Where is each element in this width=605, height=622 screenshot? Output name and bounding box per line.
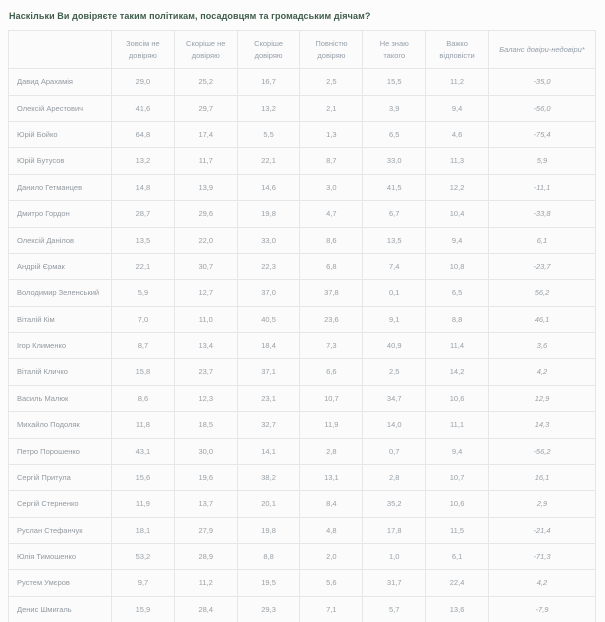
politician-name: Денис Шмигаль (9, 596, 112, 622)
value-cell: 8,8 (426, 306, 489, 332)
value-cell: 5,9 (112, 280, 175, 306)
value-cell: 5,7 (363, 596, 426, 622)
value-cell: 9,7 (112, 570, 175, 596)
value-cell: 3,0 (300, 174, 363, 200)
politician-name: Василь Малюк (9, 385, 112, 411)
politician-name: Олексій Арестович (9, 95, 112, 121)
value-cell: 7,0 (112, 306, 175, 332)
value-cell: 8,6 (300, 227, 363, 253)
politician-name: Віталій Кім (9, 306, 112, 332)
table-row (9, 95, 596, 121)
value-cell: 22,4 (426, 570, 489, 596)
column-header: Зовсім не довіряю (112, 31, 175, 69)
value-cell: 8,7 (300, 148, 363, 174)
column-header: Скоріше не довіряю (174, 31, 237, 69)
table-row (9, 280, 596, 306)
balance-value-cell: 16,1 (489, 464, 596, 490)
politician-name: Юлія Тимошенко (9, 544, 112, 570)
value-cell: 35,2 (363, 491, 426, 517)
value-cell: 25,2 (174, 69, 237, 95)
table-row (9, 69, 596, 95)
politician-name: Сергій Стерненко (9, 491, 112, 517)
table-row (9, 491, 596, 517)
politician-name: Сергій Притула (9, 464, 112, 490)
value-cell: 28,7 (112, 201, 175, 227)
value-cell: 13,2 (112, 148, 175, 174)
value-cell: 11,7 (174, 148, 237, 174)
value-cell: 6,5 (363, 122, 426, 148)
column-header: Скоріше довіряю (237, 31, 300, 69)
balance-value-cell: 56,2 (489, 280, 596, 306)
balance-value-cell: 6,1 (489, 227, 596, 253)
value-cell: 17,8 (363, 517, 426, 543)
table-row (9, 201, 596, 227)
politician-name: Давид Арахамія (9, 69, 112, 95)
value-cell: 30,7 (174, 253, 237, 279)
table-row (9, 544, 596, 570)
value-cell: 6,5 (426, 280, 489, 306)
value-cell: 33,0 (363, 148, 426, 174)
value-cell: 12,2 (426, 174, 489, 200)
value-cell: 10,7 (426, 464, 489, 490)
value-cell: 23,7 (174, 359, 237, 385)
politician-name: Віталій Кличко (9, 359, 112, 385)
politician-name: Юрій Бутусов (9, 148, 112, 174)
value-cell: 6,7 (363, 201, 426, 227)
politician-name: Дмитро Гордон (9, 201, 112, 227)
table-row (9, 412, 596, 438)
value-cell: 19,6 (174, 464, 237, 490)
value-cell: 8,8 (237, 544, 300, 570)
table-row (9, 385, 596, 411)
value-cell: 6,1 (426, 544, 489, 570)
value-cell: 34,7 (363, 385, 426, 411)
value-cell: 32,7 (237, 412, 300, 438)
value-cell: 33,0 (237, 227, 300, 253)
value-cell: 14,2 (426, 359, 489, 385)
balance-value-cell: -33,8 (489, 201, 596, 227)
value-cell: 8,6 (112, 385, 175, 411)
value-cell: 3,9 (363, 95, 426, 121)
value-cell: 29,3 (237, 596, 300, 622)
politician-name: Рустем Умєров (9, 570, 112, 596)
balance-value-cell: 4,2 (489, 570, 596, 596)
politician-name: Михайло Подоляк (9, 412, 112, 438)
balance-value-cell: -71,3 (489, 544, 596, 570)
value-cell: 13,2 (237, 95, 300, 121)
value-cell: 10,6 (426, 491, 489, 517)
table-row (9, 359, 596, 385)
table-row (9, 464, 596, 490)
value-cell: 7,4 (363, 253, 426, 279)
table-row (9, 174, 596, 200)
value-cell: 6,6 (300, 359, 363, 385)
value-cell: 1,0 (363, 544, 426, 570)
politician-name: Петро Порошенко (9, 438, 112, 464)
value-cell: 23,6 (300, 306, 363, 332)
table-row (9, 596, 596, 622)
balance-value-cell: -75,4 (489, 122, 596, 148)
value-cell: 11,8 (112, 412, 175, 438)
value-cell: 23,1 (237, 385, 300, 411)
value-cell: 29,7 (174, 95, 237, 121)
value-cell: 11,0 (174, 306, 237, 332)
politician-name: Юрій Бойко (9, 122, 112, 148)
balance-value-cell: 2,9 (489, 491, 596, 517)
value-cell: 4,8 (300, 517, 363, 543)
trust-table (8, 30, 596, 622)
table-row (9, 306, 596, 332)
value-cell: 10,7 (300, 385, 363, 411)
balance-value-cell: 3,6 (489, 333, 596, 359)
value-cell: 14,1 (237, 438, 300, 464)
value-cell: 11,4 (426, 333, 489, 359)
value-cell: 13,6 (426, 596, 489, 622)
table-row (9, 148, 596, 174)
value-cell: 43,1 (112, 438, 175, 464)
column-header: Не знаю такого (363, 31, 426, 69)
value-cell: 2,8 (300, 438, 363, 464)
value-cell: 2,8 (363, 464, 426, 490)
balance-value-cell: 5,9 (489, 148, 596, 174)
value-cell: 41,6 (112, 95, 175, 121)
value-cell: 10,4 (426, 201, 489, 227)
value-cell: 9,4 (426, 227, 489, 253)
value-cell: 22,3 (237, 253, 300, 279)
header-row (9, 31, 596, 69)
balance-value-cell: -35,0 (489, 69, 596, 95)
balance-value-cell: -11,1 (489, 174, 596, 200)
column-header: Важко відповісти (426, 31, 489, 69)
value-cell: 2,1 (300, 95, 363, 121)
value-cell: 27,9 (174, 517, 237, 543)
value-cell: 13,1 (300, 464, 363, 490)
value-cell: 19,8 (237, 517, 300, 543)
value-cell: 5,5 (237, 122, 300, 148)
value-cell: 13,5 (112, 227, 175, 253)
value-cell: 12,7 (174, 280, 237, 306)
value-cell: 17,4 (174, 122, 237, 148)
value-cell: 37,1 (237, 359, 300, 385)
value-cell: 2,5 (300, 69, 363, 95)
table-body (9, 69, 596, 622)
value-cell: 15,9 (112, 596, 175, 622)
value-cell: 9,4 (426, 95, 489, 121)
balance-value-cell: 46,1 (489, 306, 596, 332)
value-cell: 20,1 (237, 491, 300, 517)
value-cell: 19,5 (237, 570, 300, 596)
value-cell: 11,2 (174, 570, 237, 596)
table-header (9, 31, 596, 69)
value-cell: 14,8 (112, 174, 175, 200)
table-row (9, 570, 596, 596)
value-cell: 28,9 (174, 544, 237, 570)
value-cell: 7,3 (300, 333, 363, 359)
value-cell: 13,7 (174, 491, 237, 517)
value-cell: 37,0 (237, 280, 300, 306)
value-cell: 14,0 (363, 412, 426, 438)
value-cell: 18,4 (237, 333, 300, 359)
value-cell: 64,8 (112, 122, 175, 148)
value-cell: 8,7 (112, 333, 175, 359)
value-cell: 19,8 (237, 201, 300, 227)
politician-name: Ігор Клименко (9, 333, 112, 359)
balance-value-cell: 14,3 (489, 412, 596, 438)
table-row (9, 227, 596, 253)
value-cell: 0,1 (363, 280, 426, 306)
value-cell: 11,9 (300, 412, 363, 438)
value-cell: 40,9 (363, 333, 426, 359)
value-cell: 28,4 (174, 596, 237, 622)
value-cell: 2,5 (363, 359, 426, 385)
table-row (9, 122, 596, 148)
value-cell: 5,6 (300, 570, 363, 596)
value-cell: 13,9 (174, 174, 237, 200)
value-cell: 16,7 (237, 69, 300, 95)
value-cell: 22,1 (237, 148, 300, 174)
value-cell: 18,1 (112, 517, 175, 543)
politician-name: Руслан Стефанчук (9, 517, 112, 543)
value-cell: 18,5 (174, 412, 237, 438)
value-cell: 7,1 (300, 596, 363, 622)
value-cell: 40,5 (237, 306, 300, 332)
balance-value-cell: 12,9 (489, 385, 596, 411)
name-column-header (9, 31, 112, 69)
balance-value-cell: -7,9 (489, 596, 596, 622)
balance-value-cell: -23,7 (489, 253, 596, 279)
balance-value-cell: 4,2 (489, 359, 596, 385)
value-cell: 14,6 (237, 174, 300, 200)
value-cell: 2,0 (300, 544, 363, 570)
value-cell: 15,5 (363, 69, 426, 95)
table-row (9, 517, 596, 543)
value-cell: 13,4 (174, 333, 237, 359)
table-row (9, 333, 596, 359)
value-cell: 41,5 (363, 174, 426, 200)
value-cell: 12,3 (174, 385, 237, 411)
value-cell: 31,7 (363, 570, 426, 596)
value-cell: 11,3 (426, 148, 489, 174)
value-cell: 38,2 (237, 464, 300, 490)
value-cell: 29,6 (174, 201, 237, 227)
balance-value-cell: -56,2 (489, 438, 596, 464)
value-cell: 15,8 (112, 359, 175, 385)
column-header: Повністю довіряю (300, 31, 363, 69)
value-cell: 29,0 (112, 69, 175, 95)
value-cell: 13,5 (363, 227, 426, 253)
politician-name: Андрій Єрмак (9, 253, 112, 279)
value-cell: 37,8 (300, 280, 363, 306)
value-cell: 53,2 (112, 544, 175, 570)
value-cell: 11,9 (112, 491, 175, 517)
value-cell: 9,4 (426, 438, 489, 464)
table-row (9, 253, 596, 279)
politician-name: Олексій Данілов (9, 227, 112, 253)
value-cell: 6,8 (300, 253, 363, 279)
value-cell: 10,8 (426, 253, 489, 279)
value-cell: 4,7 (300, 201, 363, 227)
value-cell: 4,6 (426, 122, 489, 148)
value-cell: 15,6 (112, 464, 175, 490)
politician-name: Данило Гетманцев (9, 174, 112, 200)
value-cell: 11,5 (426, 517, 489, 543)
value-cell: 9,1 (363, 306, 426, 332)
value-cell: 11,2 (426, 69, 489, 95)
balance-value-cell: -21,4 (489, 517, 596, 543)
column-header: Баланс довіри-недовіри* (489, 31, 596, 69)
table-row (9, 438, 596, 464)
value-cell: 30,0 (174, 438, 237, 464)
value-cell: 22,0 (174, 227, 237, 253)
value-cell: 0,7 (363, 438, 426, 464)
value-cell: 8,4 (300, 491, 363, 517)
value-cell: 1,3 (300, 122, 363, 148)
value-cell: 22,1 (112, 253, 175, 279)
balance-value-cell: -56,0 (489, 95, 596, 121)
politician-name: Володимир Зеленський (9, 280, 112, 306)
value-cell: 10,6 (426, 385, 489, 411)
page-title: Наскільки Ви довіряєте таким політикам, посадовцям та громадським діячам? (9, 11, 371, 21)
value-cell: 11,1 (426, 412, 489, 438)
